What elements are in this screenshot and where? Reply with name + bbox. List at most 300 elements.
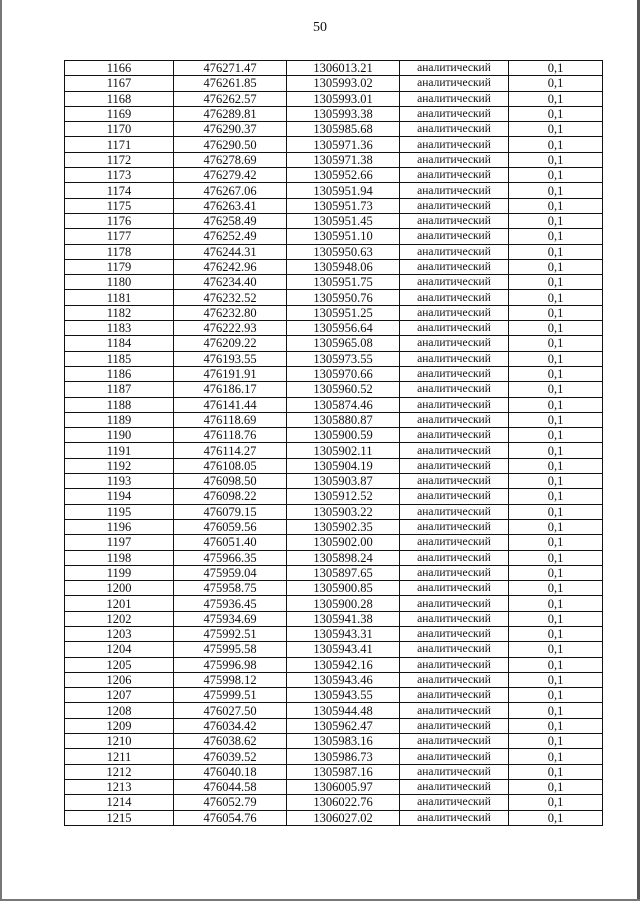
y-coordinate-cell: 1305912.52	[287, 489, 400, 504]
method-cell: аналитический	[400, 259, 509, 274]
y-coordinate-cell: 1305971.36	[287, 137, 400, 152]
table-row	[65, 703, 603, 718]
accuracy-cell: 0,1	[509, 535, 603, 550]
y-coordinate-cell: 1305951.10	[287, 229, 400, 244]
point-number-cell: 1190	[65, 428, 174, 443]
x-coordinate-cell: 476222.93	[174, 321, 287, 336]
table-row	[65, 366, 603, 381]
method-cell: аналитический	[400, 764, 509, 779]
accuracy-cell: 0,1	[509, 672, 603, 687]
accuracy-cell: 0,1	[509, 168, 603, 183]
y-coordinate-cell: 1305897.65	[287, 565, 400, 580]
x-coordinate-cell: 476114.27	[174, 443, 287, 458]
accuracy-cell: 0,1	[509, 611, 603, 626]
accuracy-cell: 0,1	[509, 749, 603, 764]
table-row	[65, 290, 603, 305]
point-number-cell: 1178	[65, 244, 174, 259]
y-coordinate-cell: 1305993.38	[287, 106, 400, 121]
point-number-cell: 1188	[65, 397, 174, 412]
x-coordinate-cell: 476079.15	[174, 504, 287, 519]
y-coordinate-cell: 1305951.25	[287, 305, 400, 320]
accuracy-cell: 0,1	[509, 244, 603, 259]
accuracy-cell: 0,1	[509, 504, 603, 519]
table-row	[65, 91, 603, 106]
y-coordinate-cell: 1305874.46	[287, 397, 400, 412]
point-number-cell: 1204	[65, 642, 174, 657]
point-number-cell: 1172	[65, 152, 174, 167]
y-coordinate-cell: 1305993.02	[287, 76, 400, 91]
x-coordinate-cell: 475958.75	[174, 581, 287, 596]
x-coordinate-cell: 476098.50	[174, 474, 287, 489]
method-cell: аналитический	[400, 489, 509, 504]
method-cell: аналитический	[400, 718, 509, 733]
y-coordinate-cell: 1305944.48	[287, 703, 400, 718]
y-coordinate-cell: 1305941.38	[287, 611, 400, 626]
y-coordinate-cell: 1305986.73	[287, 749, 400, 764]
accuracy-cell: 0,1	[509, 550, 603, 565]
x-coordinate-cell: 476034.42	[174, 718, 287, 733]
accuracy-cell: 0,1	[509, 412, 603, 427]
method-cell: аналитический	[400, 734, 509, 749]
table-row	[65, 535, 603, 550]
table-row	[65, 810, 603, 825]
table-row	[65, 550, 603, 565]
table-row	[65, 657, 603, 672]
point-number-cell: 1180	[65, 275, 174, 290]
accuracy-cell: 0,1	[509, 703, 603, 718]
method-cell: аналитический	[400, 581, 509, 596]
x-coordinate-cell: 476290.50	[174, 137, 287, 152]
point-number-cell: 1170	[65, 122, 174, 137]
coordinates-table	[64, 60, 603, 826]
y-coordinate-cell: 1305942.16	[287, 657, 400, 672]
method-cell: аналитический	[400, 290, 509, 305]
y-coordinate-cell: 1305948.06	[287, 259, 400, 274]
accuracy-cell: 0,1	[509, 764, 603, 779]
method-cell: аналитический	[400, 76, 509, 91]
x-coordinate-cell: 476039.52	[174, 749, 287, 764]
point-number-cell: 1176	[65, 213, 174, 228]
method-cell: аналитический	[400, 321, 509, 336]
accuracy-cell: 0,1	[509, 137, 603, 152]
x-coordinate-cell: 476191.91	[174, 366, 287, 381]
y-coordinate-cell: 1305951.94	[287, 183, 400, 198]
method-cell: аналитический	[400, 428, 509, 443]
point-number-cell: 1194	[65, 489, 174, 504]
x-coordinate-cell: 476244.31	[174, 244, 287, 259]
point-number-cell: 1166	[65, 61, 174, 76]
table-row	[65, 137, 603, 152]
point-number-cell: 1185	[65, 351, 174, 366]
point-number-cell: 1193	[65, 474, 174, 489]
y-coordinate-cell: 1305965.08	[287, 336, 400, 351]
method-cell: аналитический	[400, 275, 509, 290]
y-coordinate-cell: 1305943.31	[287, 626, 400, 641]
point-number-cell: 1200	[65, 581, 174, 596]
y-coordinate-cell: 1305903.22	[287, 504, 400, 519]
point-number-cell: 1199	[65, 565, 174, 580]
x-coordinate-cell: 476279.42	[174, 168, 287, 183]
table-row	[65, 321, 603, 336]
y-coordinate-cell: 1305956.64	[287, 321, 400, 336]
point-number-cell: 1197	[65, 535, 174, 550]
x-coordinate-cell: 476193.55	[174, 351, 287, 366]
x-coordinate-cell: 476252.49	[174, 229, 287, 244]
table-row	[65, 581, 603, 596]
point-number-cell: 1214	[65, 795, 174, 810]
x-coordinate-cell: 476040.18	[174, 764, 287, 779]
point-number-cell: 1212	[65, 764, 174, 779]
x-coordinate-cell: 476267.06	[174, 183, 287, 198]
accuracy-cell: 0,1	[509, 76, 603, 91]
table-row	[65, 76, 603, 91]
table-row	[65, 244, 603, 259]
table-row	[65, 122, 603, 137]
y-coordinate-cell: 1305983.16	[287, 734, 400, 749]
y-coordinate-cell: 1305900.28	[287, 596, 400, 611]
table-row	[65, 718, 603, 733]
y-coordinate-cell: 1305950.76	[287, 290, 400, 305]
table-row	[65, 106, 603, 121]
coordinates-table-container	[64, 60, 602, 826]
y-coordinate-cell: 1305951.75	[287, 275, 400, 290]
point-number-cell: 1206	[65, 672, 174, 687]
y-coordinate-cell: 1306027.02	[287, 810, 400, 825]
table-row	[65, 458, 603, 473]
x-coordinate-cell: 476052.79	[174, 795, 287, 810]
method-cell: аналитический	[400, 565, 509, 580]
y-coordinate-cell: 1306005.97	[287, 779, 400, 794]
y-coordinate-cell: 1306013.21	[287, 61, 400, 76]
point-number-cell: 1202	[65, 611, 174, 626]
point-number-cell: 1174	[65, 183, 174, 198]
method-cell: аналитический	[400, 611, 509, 626]
point-number-cell: 1203	[65, 626, 174, 641]
y-coordinate-cell: 1305902.35	[287, 519, 400, 534]
x-coordinate-cell: 476141.44	[174, 397, 287, 412]
point-number-cell: 1187	[65, 382, 174, 397]
accuracy-cell: 0,1	[509, 810, 603, 825]
x-coordinate-cell: 476290.37	[174, 122, 287, 137]
table-row	[65, 336, 603, 351]
point-number-cell: 1192	[65, 458, 174, 473]
table-row	[65, 489, 603, 504]
x-coordinate-cell: 476261.85	[174, 76, 287, 91]
table-row	[65, 275, 603, 290]
point-number-cell: 1186	[65, 366, 174, 381]
x-coordinate-cell: 476108.05	[174, 458, 287, 473]
point-number-cell: 1177	[65, 229, 174, 244]
table-row	[65, 795, 603, 810]
table-row	[65, 474, 603, 489]
accuracy-cell: 0,1	[509, 91, 603, 106]
accuracy-cell: 0,1	[509, 626, 603, 641]
accuracy-cell: 0,1	[509, 305, 603, 320]
x-coordinate-cell: 475959.04	[174, 565, 287, 580]
accuracy-cell: 0,1	[509, 397, 603, 412]
accuracy-cell: 0,1	[509, 428, 603, 443]
y-coordinate-cell: 1305993.01	[287, 91, 400, 106]
y-coordinate-cell: 1305904.19	[287, 458, 400, 473]
y-coordinate-cell: 1305987.16	[287, 764, 400, 779]
accuracy-cell: 0,1	[509, 336, 603, 351]
method-cell: аналитический	[400, 183, 509, 198]
y-coordinate-cell: 1305943.55	[287, 688, 400, 703]
point-number-cell: 1215	[65, 810, 174, 825]
accuracy-cell: 0,1	[509, 198, 603, 213]
x-coordinate-cell: 476044.58	[174, 779, 287, 794]
accuracy-cell: 0,1	[509, 718, 603, 733]
x-coordinate-cell: 476118.76	[174, 428, 287, 443]
accuracy-cell: 0,1	[509, 366, 603, 381]
accuracy-cell: 0,1	[509, 734, 603, 749]
accuracy-cell: 0,1	[509, 321, 603, 336]
point-number-cell: 1208	[65, 703, 174, 718]
y-coordinate-cell: 1305900.59	[287, 428, 400, 443]
table-row	[65, 443, 603, 458]
table-row	[65, 779, 603, 794]
table-row	[65, 611, 603, 626]
method-cell: аналитический	[400, 519, 509, 534]
point-number-cell: 1169	[65, 106, 174, 121]
y-coordinate-cell: 1305950.63	[287, 244, 400, 259]
x-coordinate-cell: 476209.22	[174, 336, 287, 351]
x-coordinate-cell: 476232.52	[174, 290, 287, 305]
x-coordinate-cell: 476258.49	[174, 213, 287, 228]
method-cell: аналитический	[400, 229, 509, 244]
accuracy-cell: 0,1	[509, 779, 603, 794]
point-number-cell: 1168	[65, 91, 174, 106]
x-coordinate-cell: 476278.69	[174, 152, 287, 167]
table-row	[65, 626, 603, 641]
point-number-cell: 1191	[65, 443, 174, 458]
method-cell: аналитический	[400, 535, 509, 550]
y-coordinate-cell: 1305943.41	[287, 642, 400, 657]
x-coordinate-cell: 476232.80	[174, 305, 287, 320]
x-coordinate-cell: 476098.22	[174, 489, 287, 504]
accuracy-cell: 0,1	[509, 642, 603, 657]
method-cell: аналитический	[400, 688, 509, 703]
table-row	[65, 688, 603, 703]
method-cell: аналитический	[400, 305, 509, 320]
accuracy-cell: 0,1	[509, 213, 603, 228]
table-row	[65, 642, 603, 657]
x-coordinate-cell: 475995.58	[174, 642, 287, 657]
accuracy-cell: 0,1	[509, 229, 603, 244]
table-row	[65, 229, 603, 244]
point-number-cell: 1207	[65, 688, 174, 703]
accuracy-cell: 0,1	[509, 519, 603, 534]
x-coordinate-cell: 476263.41	[174, 198, 287, 213]
y-coordinate-cell: 1305880.87	[287, 412, 400, 427]
method-cell: аналитический	[400, 336, 509, 351]
method-cell: аналитический	[400, 657, 509, 672]
accuracy-cell: 0,1	[509, 474, 603, 489]
method-cell: аналитический	[400, 550, 509, 565]
table-row	[65, 305, 603, 320]
point-number-cell: 1171	[65, 137, 174, 152]
method-cell: аналитический	[400, 795, 509, 810]
method-cell: аналитический	[400, 749, 509, 764]
y-coordinate-cell: 1305902.11	[287, 443, 400, 458]
point-number-cell: 1175	[65, 198, 174, 213]
x-coordinate-cell: 475934.69	[174, 611, 287, 626]
x-coordinate-cell: 476271.47	[174, 61, 287, 76]
method-cell: аналитический	[400, 244, 509, 259]
point-number-cell: 1211	[65, 749, 174, 764]
method-cell: аналитический	[400, 779, 509, 794]
point-number-cell: 1184	[65, 336, 174, 351]
method-cell: аналитический	[400, 412, 509, 427]
y-coordinate-cell: 1305951.45	[287, 213, 400, 228]
accuracy-cell: 0,1	[509, 275, 603, 290]
y-coordinate-cell: 1305970.66	[287, 366, 400, 381]
method-cell: аналитический	[400, 382, 509, 397]
method-cell: аналитический	[400, 168, 509, 183]
table-row	[65, 152, 603, 167]
y-coordinate-cell: 1305951.73	[287, 198, 400, 213]
method-cell: аналитический	[400, 137, 509, 152]
accuracy-cell: 0,1	[509, 183, 603, 198]
table-row	[65, 213, 603, 228]
accuracy-cell: 0,1	[509, 106, 603, 121]
point-number-cell: 1189	[65, 412, 174, 427]
y-coordinate-cell: 1305973.55	[287, 351, 400, 366]
method-cell: аналитический	[400, 703, 509, 718]
point-number-cell: 1179	[65, 259, 174, 274]
accuracy-cell: 0,1	[509, 458, 603, 473]
accuracy-cell: 0,1	[509, 688, 603, 703]
method-cell: аналитический	[400, 596, 509, 611]
x-coordinate-cell: 476118.69	[174, 412, 287, 427]
accuracy-cell: 0,1	[509, 152, 603, 167]
accuracy-cell: 0,1	[509, 382, 603, 397]
method-cell: аналитический	[400, 106, 509, 121]
point-number-cell: 1173	[65, 168, 174, 183]
method-cell: аналитический	[400, 152, 509, 167]
method-cell: аналитический	[400, 198, 509, 213]
accuracy-cell: 0,1	[509, 290, 603, 305]
x-coordinate-cell: 476234.40	[174, 275, 287, 290]
y-coordinate-cell: 1305898.24	[287, 550, 400, 565]
point-number-cell: 1182	[65, 305, 174, 320]
page-number: 50	[313, 20, 327, 35]
y-coordinate-cell: 1305903.87	[287, 474, 400, 489]
table-row	[65, 168, 603, 183]
point-number-cell: 1209	[65, 718, 174, 733]
y-coordinate-cell: 1305900.85	[287, 581, 400, 596]
point-number-cell: 1205	[65, 657, 174, 672]
x-coordinate-cell: 476262.57	[174, 91, 287, 106]
method-cell: аналитический	[400, 474, 509, 489]
y-coordinate-cell: 1305902.00	[287, 535, 400, 550]
accuracy-cell: 0,1	[509, 61, 603, 76]
accuracy-cell: 0,1	[509, 122, 603, 137]
point-number-cell: 1198	[65, 550, 174, 565]
table-row	[65, 672, 603, 687]
table-row	[65, 382, 603, 397]
y-coordinate-cell: 1305943.46	[287, 672, 400, 687]
table-row	[65, 749, 603, 764]
table-row	[65, 259, 603, 274]
x-coordinate-cell: 476289.81	[174, 106, 287, 121]
accuracy-cell: 0,1	[509, 657, 603, 672]
accuracy-cell: 0,1	[509, 351, 603, 366]
method-cell: аналитический	[400, 91, 509, 106]
accuracy-cell: 0,1	[509, 565, 603, 580]
accuracy-cell: 0,1	[509, 795, 603, 810]
x-coordinate-cell: 476051.40	[174, 535, 287, 550]
method-cell: аналитический	[400, 213, 509, 228]
method-cell: аналитический	[400, 351, 509, 366]
accuracy-cell: 0,1	[509, 489, 603, 504]
point-number-cell: 1201	[65, 596, 174, 611]
y-coordinate-cell: 1306022.76	[287, 795, 400, 810]
table-row	[65, 596, 603, 611]
point-number-cell: 1167	[65, 76, 174, 91]
method-cell: аналитический	[400, 397, 509, 412]
table-row	[65, 565, 603, 580]
x-coordinate-cell: 476027.50	[174, 703, 287, 718]
point-number-cell: 1183	[65, 321, 174, 336]
accuracy-cell: 0,1	[509, 581, 603, 596]
x-coordinate-cell: 475966.35	[174, 550, 287, 565]
method-cell: аналитический	[400, 443, 509, 458]
method-cell: аналитический	[400, 626, 509, 641]
x-coordinate-cell: 476038.62	[174, 734, 287, 749]
point-number-cell: 1213	[65, 779, 174, 794]
x-coordinate-cell: 475998.12	[174, 672, 287, 687]
table-row	[65, 428, 603, 443]
table-row	[65, 198, 603, 213]
table-row	[65, 397, 603, 412]
point-number-cell: 1195	[65, 504, 174, 519]
method-cell: аналитический	[400, 61, 509, 76]
x-coordinate-cell: 476186.17	[174, 382, 287, 397]
accuracy-cell: 0,1	[509, 443, 603, 458]
method-cell: аналитический	[400, 504, 509, 519]
x-coordinate-cell: 476242.96	[174, 259, 287, 274]
scan-left-edge	[0, 0, 2, 901]
y-coordinate-cell: 1305962.47	[287, 718, 400, 733]
table-row	[65, 734, 603, 749]
accuracy-cell: 0,1	[509, 596, 603, 611]
point-number-cell: 1196	[65, 519, 174, 534]
x-coordinate-cell: 475992.51	[174, 626, 287, 641]
table-row	[65, 504, 603, 519]
x-coordinate-cell: 476059.56	[174, 519, 287, 534]
table-row	[65, 764, 603, 779]
table-body	[65, 61, 603, 826]
method-cell: аналитический	[400, 458, 509, 473]
table-row	[65, 519, 603, 534]
point-number-cell: 1210	[65, 734, 174, 749]
table-row	[65, 61, 603, 76]
y-coordinate-cell: 1305952.66	[287, 168, 400, 183]
method-cell: аналитический	[400, 810, 509, 825]
method-cell: аналитический	[400, 642, 509, 657]
method-cell: аналитический	[400, 672, 509, 687]
y-coordinate-cell: 1305985.68	[287, 122, 400, 137]
y-coordinate-cell: 1305960.52	[287, 382, 400, 397]
x-coordinate-cell: 476054.76	[174, 810, 287, 825]
table-row	[65, 351, 603, 366]
table-row	[65, 183, 603, 198]
y-coordinate-cell: 1305971.38	[287, 152, 400, 167]
method-cell: аналитический	[400, 366, 509, 381]
x-coordinate-cell: 475996.98	[174, 657, 287, 672]
method-cell: аналитический	[400, 122, 509, 137]
